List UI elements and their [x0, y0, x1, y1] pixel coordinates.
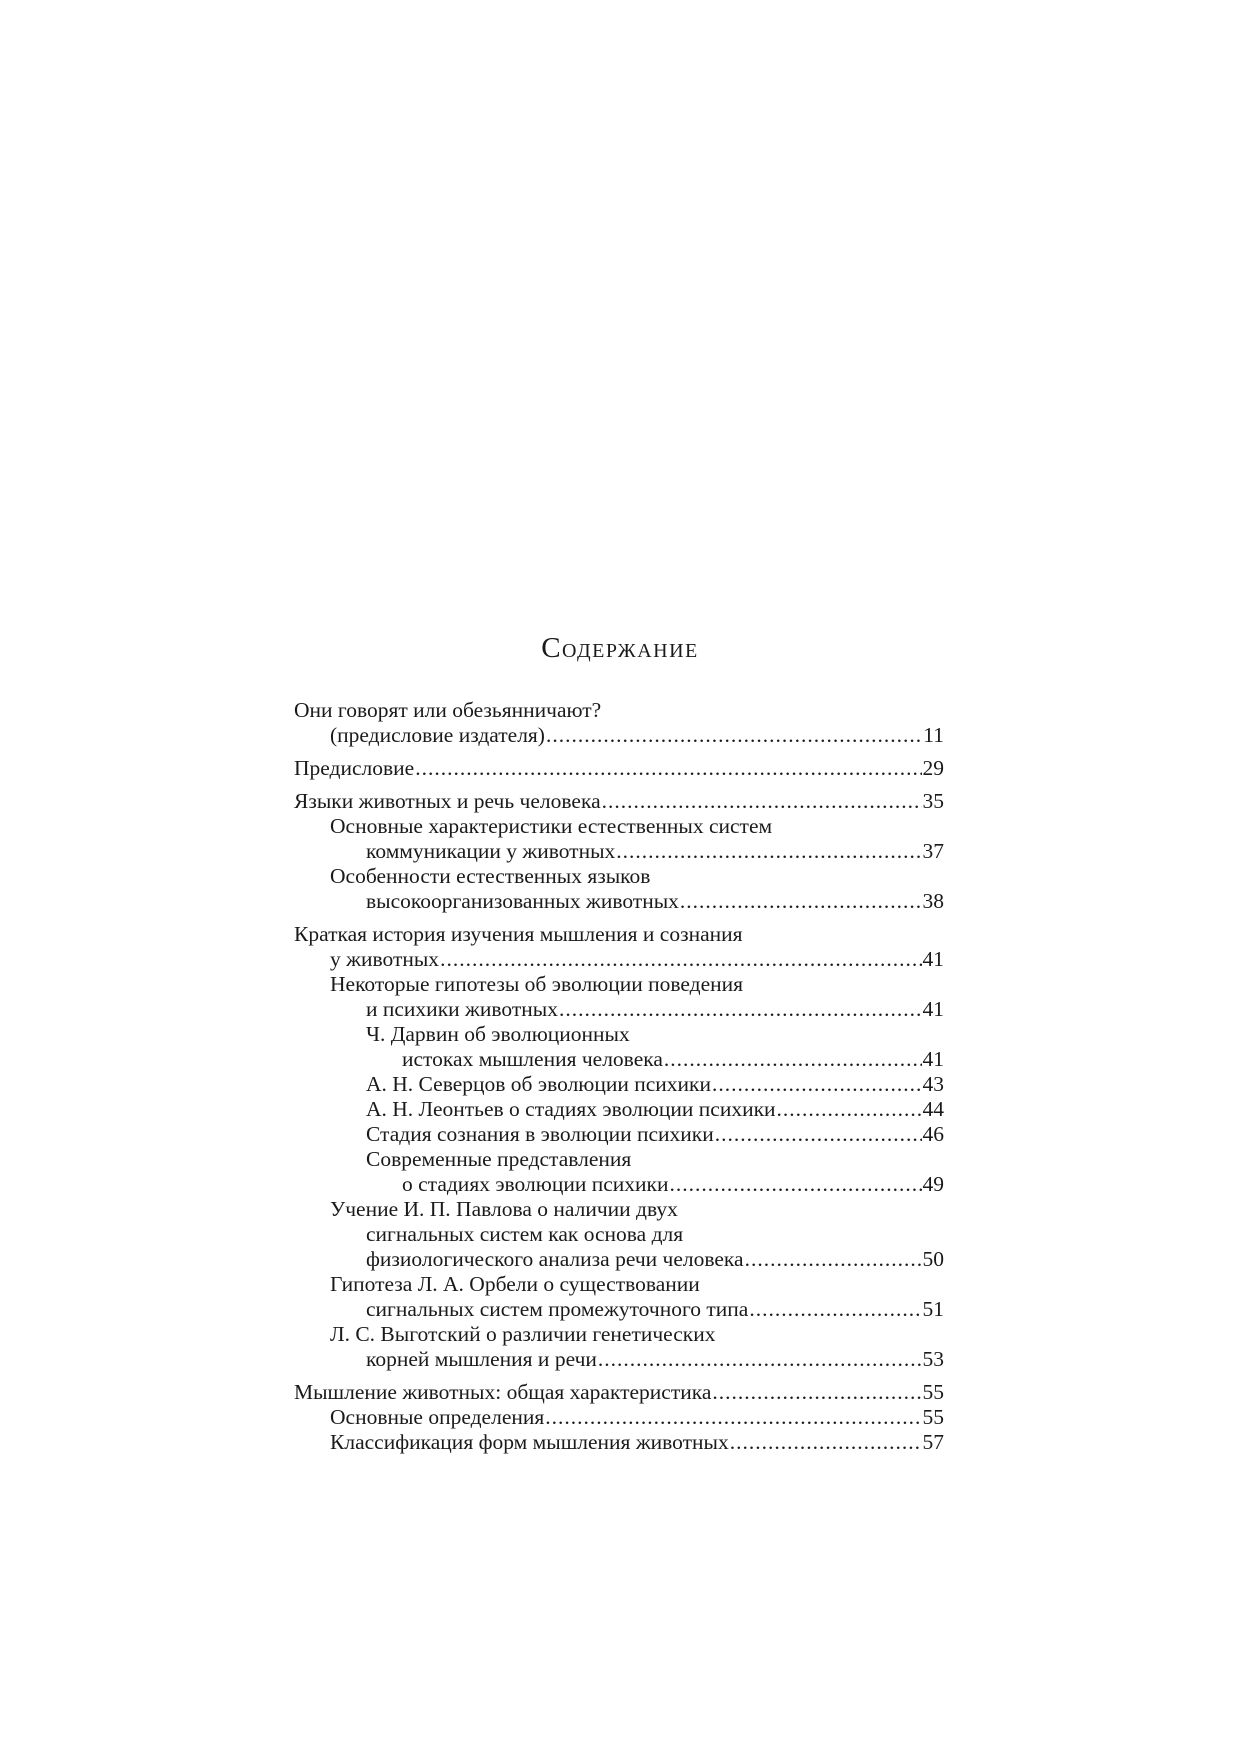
dot-leader	[616, 839, 921, 864]
toc-page-number: 38	[922, 889, 944, 913]
toc-entry-title-line: Классификация форм мышления животных	[330, 1430, 729, 1454]
dot-leader	[745, 1247, 922, 1272]
toc-entry-title-line: Учение И. П. Павлова о наличии двух	[330, 1197, 678, 1221]
toc-entry-title-line: и психики животных	[366, 997, 558, 1021]
dot-leader	[712, 1072, 921, 1097]
toc-entry-title-line: Краткая история изучения мышления и сознания	[294, 922, 743, 946]
toc-page-number: 57	[922, 1430, 944, 1454]
dot-leader	[669, 1172, 921, 1197]
toc-entry-title-line: Основные определения	[330, 1405, 545, 1429]
dot-leader	[680, 889, 922, 914]
toc-entry[interactable]	[294, 1122, 944, 1147]
dot-leader	[545, 1405, 921, 1430]
dot-leader	[715, 1122, 922, 1147]
toc-entry-title-line: о стадиях эволюции психики	[402, 1172, 669, 1196]
toc-entry-title-line: физиологического анализа речи человека	[366, 1247, 744, 1271]
toc-entry[interactable]	[294, 1072, 944, 1097]
toc-entry-title-line: Стадия сознания в эволюции психики	[366, 1122, 714, 1146]
toc-page-number: 41	[922, 1047, 944, 1071]
toc-entry-title-line: Особенности естественных языков	[330, 864, 651, 888]
toc-page-number: 35	[922, 789, 944, 813]
toc-page-number: 44	[922, 1097, 944, 1121]
dot-leader	[546, 723, 922, 748]
toc-page-number: 53	[922, 1347, 944, 1371]
toc-entry[interactable]	[294, 1272, 944, 1322]
toc-entry[interactable]	[294, 789, 944, 814]
toc-page-number: 46	[922, 1122, 944, 1146]
toc-page-number: 55	[922, 1405, 944, 1429]
toc-entry-title-line: (предисловие издателя)	[330, 723, 545, 747]
dot-leader	[749, 1297, 921, 1322]
dot-leader	[415, 756, 921, 781]
toc-entry[interactable]	[294, 972, 944, 1022]
toc-entry[interactable]	[294, 1147, 944, 1197]
toc-entry-title-line: Основные характеристики естественных систем	[330, 814, 773, 838]
toc-entry-title-line: Л. С. Выготский о различии генетических	[330, 1322, 716, 1346]
dot-leader	[712, 1380, 921, 1405]
toc-entry-title-line: высокоорганизованных животных	[366, 889, 679, 913]
dot-leader	[777, 1097, 922, 1122]
toc-entry[interactable]	[294, 1405, 944, 1430]
toc-page-number: 37	[922, 839, 944, 863]
toc-entry-title-line: сигнальных систем промежуточного типа	[366, 1297, 749, 1321]
toc-entry[interactable]	[294, 1097, 944, 1122]
toc-page-number: 41	[922, 997, 944, 1021]
toc-entry-title-line: Предисловие	[294, 756, 415, 780]
dot-leader	[598, 1347, 922, 1372]
toc-entry[interactable]	[294, 814, 944, 864]
toc-entry[interactable]	[294, 1380, 944, 1405]
toc-entry[interactable]	[294, 1322, 944, 1372]
toc-entry-title-line: А. Н. Северцов об эволюции психики	[366, 1072, 712, 1096]
toc-entry[interactable]	[294, 756, 944, 781]
toc-entry[interactable]	[294, 1430, 944, 1455]
dot-leader	[559, 997, 922, 1022]
dot-leader	[602, 789, 922, 814]
toc-entry-title-line: Современные представления	[366, 1147, 632, 1171]
toc-entry[interactable]	[294, 864, 944, 914]
toc-page-number: 41	[922, 947, 944, 971]
toc-page-number: 50	[922, 1247, 944, 1271]
dot-leader	[440, 947, 921, 972]
toc-page-number: 55	[922, 1380, 944, 1404]
toc-entry-title-line: Они говорят или обезьянничают?	[294, 698, 602, 722]
toc-entry[interactable]	[294, 922, 944, 972]
toc-entry-title-line: истоках мышления человека	[402, 1047, 663, 1071]
toc-entry[interactable]	[294, 698, 944, 748]
dot-leader	[664, 1047, 922, 1072]
page-title: Содержание	[541, 632, 699, 664]
toc-page-number: 51	[922, 1297, 944, 1321]
toc-entry-title-line: Языки животных и речь человека	[294, 789, 601, 813]
toc-entry-title-line: А. Н. Леонтьев о стадиях эволюции психики	[366, 1097, 776, 1121]
toc-entry[interactable]	[294, 1197, 944, 1272]
table-of-contents	[294, 698, 944, 1455]
toc-entry-title-line: Мышление животных: общая характеристика	[294, 1380, 712, 1404]
toc-entry-title-line: у животных	[330, 947, 440, 971]
dot-leader	[730, 1430, 922, 1455]
toc-entry-title-line: корней мышления и речи	[366, 1347, 597, 1371]
toc-page-number: 29	[922, 756, 944, 780]
toc-page-number: 43	[922, 1072, 944, 1096]
toc-page-number: 49	[922, 1172, 944, 1196]
toc-entry-title-line: коммуникации у животных	[366, 839, 616, 863]
toc-entry-title-line: сигнальных систем как основа для	[366, 1222, 684, 1246]
toc-entry[interactable]	[294, 1022, 944, 1072]
toc-entry-title-line: Гипотеза Л. А. Орбели о существовании	[330, 1272, 700, 1296]
toc-entry-title-line: Некоторые гипотезы об эволюции поведения	[330, 972, 744, 996]
toc-page-number: 11	[923, 723, 944, 747]
toc-entry-title-line: Ч. Дарвин об эволюционных	[366, 1022, 630, 1046]
